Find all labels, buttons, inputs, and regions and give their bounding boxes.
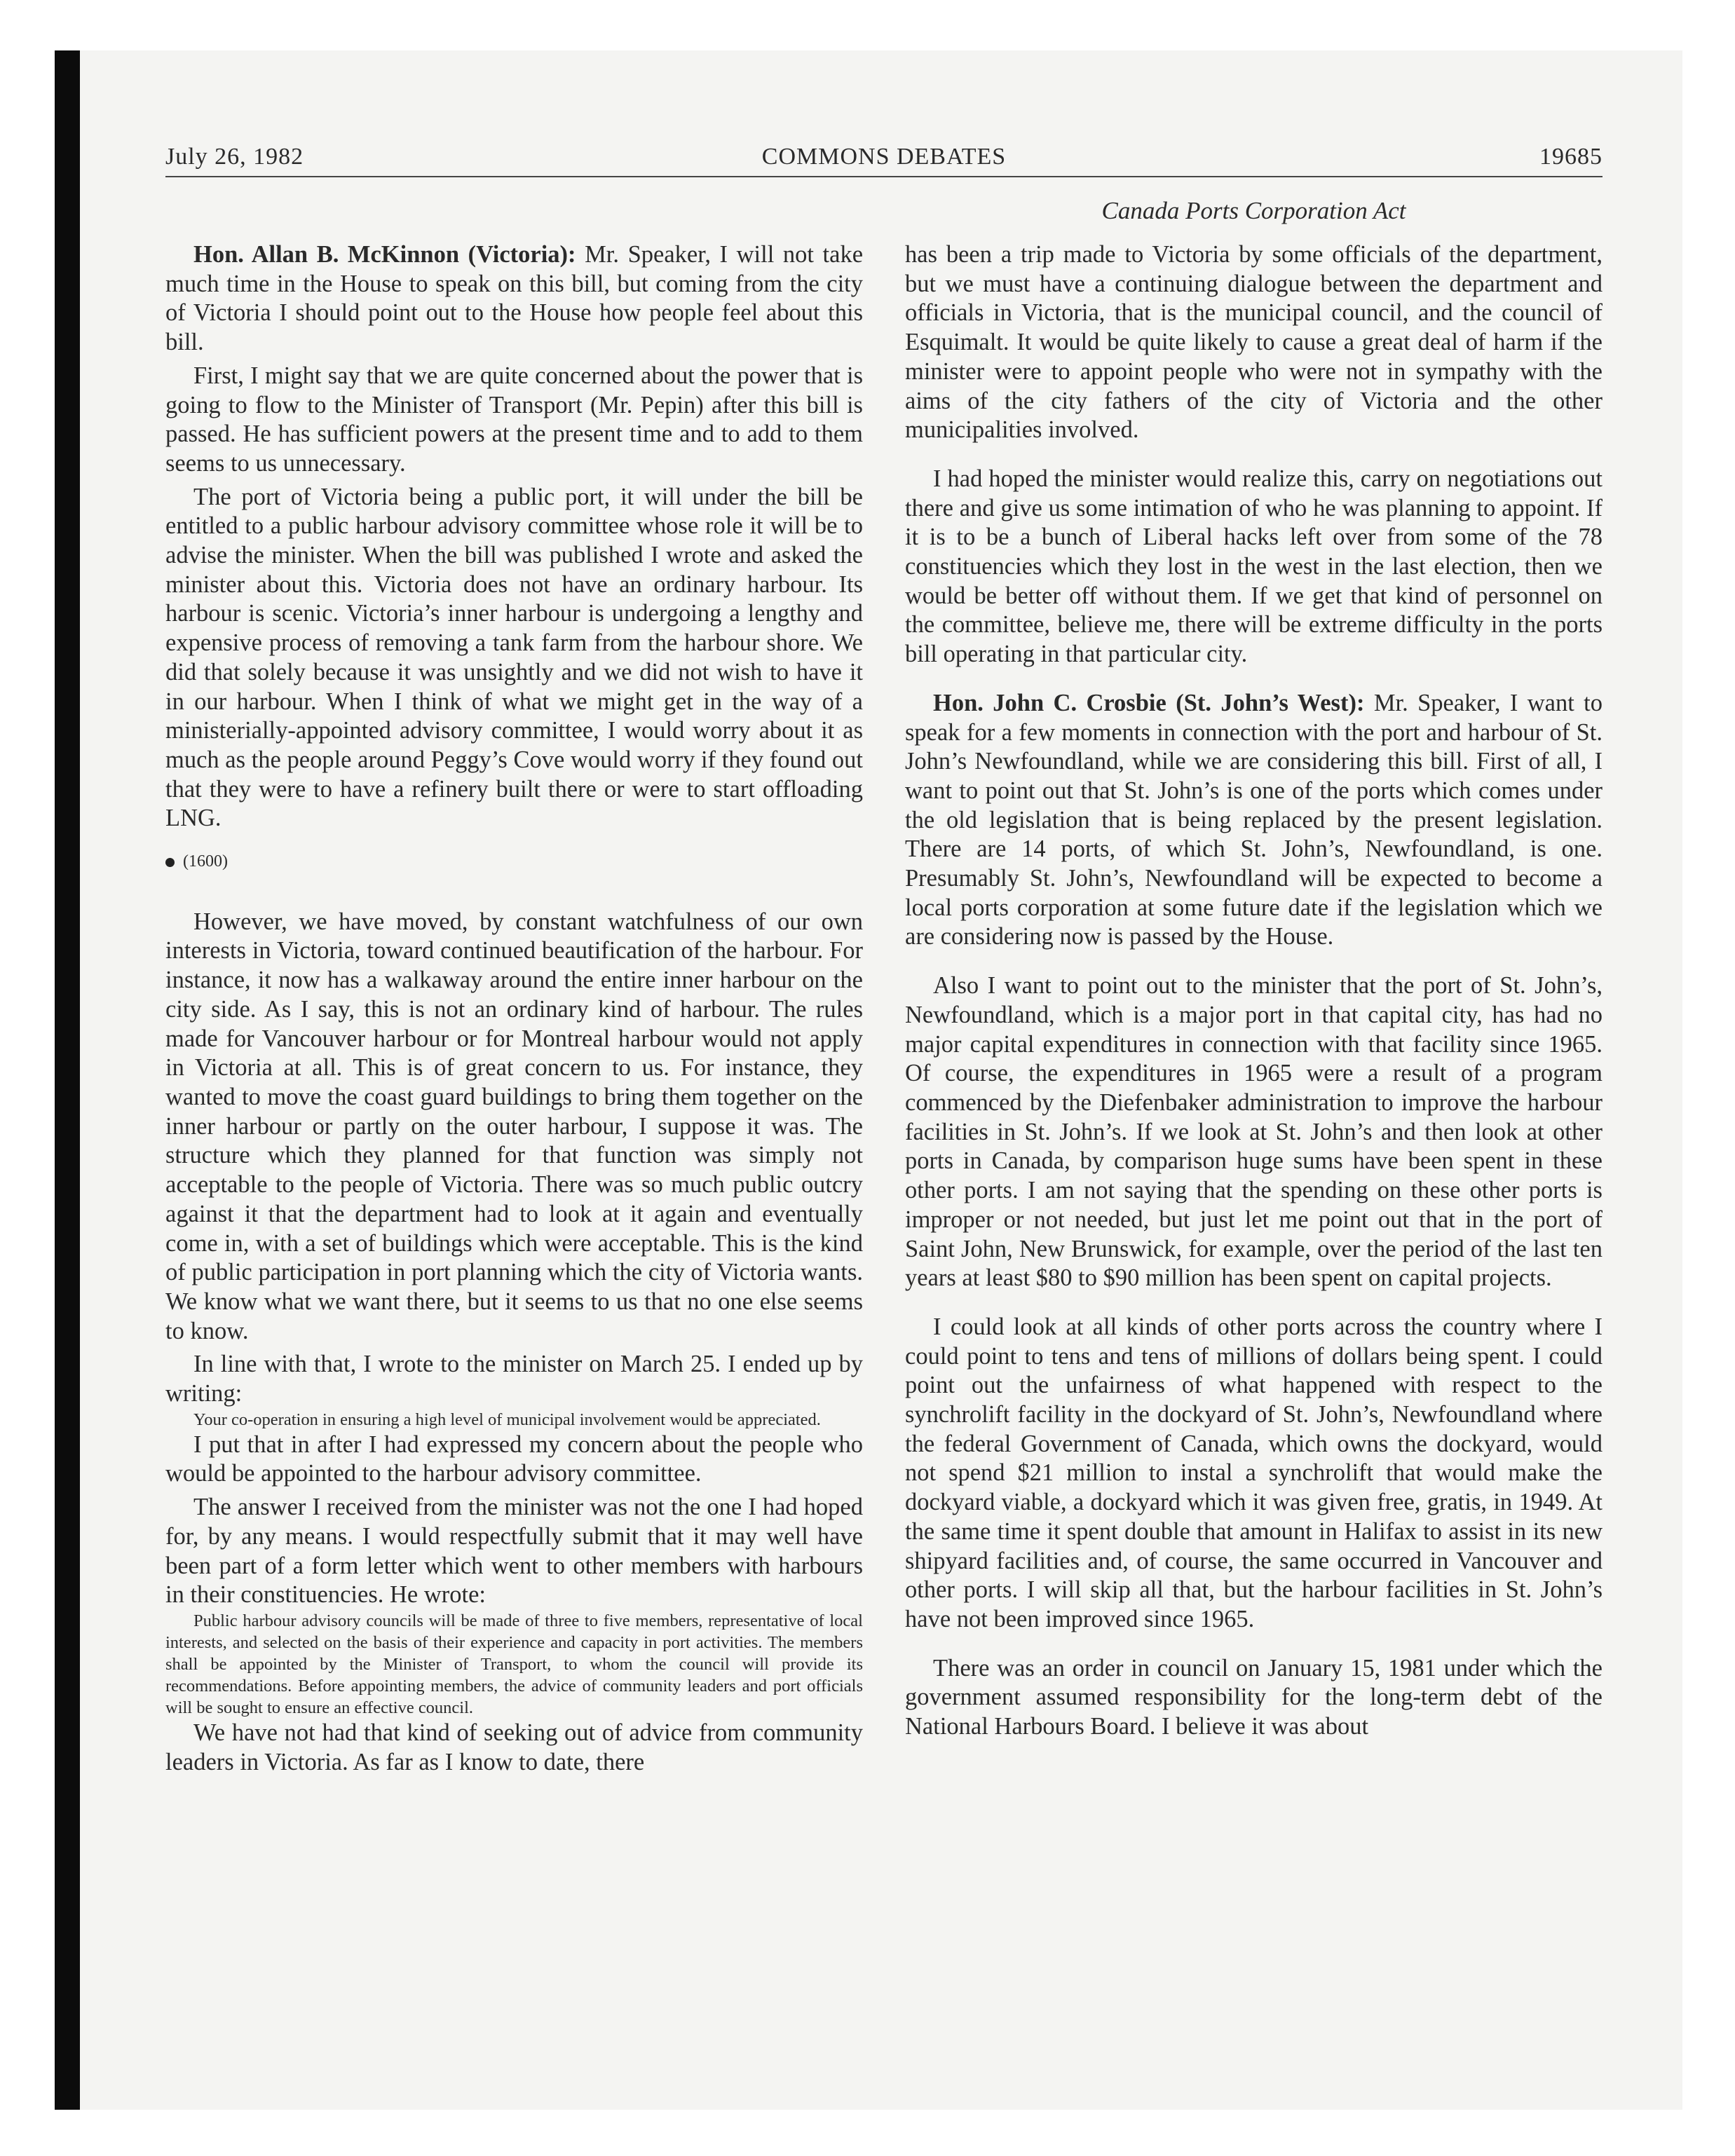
paragraph: The answer I received from the minister was not the one I had hoped for, by any means. I would respectfully submit that it may well have been part of a form letter which went to other members with harbours in their constituencies. He wrote: <box>165 1494 863 1609</box>
left-column <box>165 240 863 1777</box>
time-marker <box>165 847 863 877</box>
document-page <box>165 144 1603 1775</box>
paragraph: We have not had that kind of seeking out of advice from community leaders in Victoria. As far as I know to date, there <box>165 1719 863 1775</box>
paragraph: I had hoped the minister would realize this, carry on negotiations out there and give us some intimation of who he was planning to appoint. If it is to be a bunch of Liberal hacks left over from some of the 78 constituencies which they lost in the west in the last election, then we would be better off without them. If we get that kind of personnel on the committee, believe me, there will be extreme difficulty in the ports bill operating in that particular city. <box>905 465 1603 668</box>
speaker-name: Hon. Allan B. McKinnon (Victoria): <box>193 241 576 268</box>
bullet-icon <box>165 858 175 867</box>
section-title: Canada Ports Corporation Act <box>1101 197 1406 224</box>
header-title: COMMONS DEBATES <box>761 144 1007 170</box>
paragraph: I put that in after I had expressed my concern about the people who would be appointed to the harbour advisory committee. <box>165 1431 863 1487</box>
scan-edge-bar <box>55 50 80 2110</box>
page-number: 19685 <box>1539 144 1603 170</box>
paragraph: Also I want to point out to the minister that the port of St. John’s, Newfoundland, which is a major port in that capital city, has had no major capital expenditures in connection with that facility since 1965. Of course, the expenditures in 1965 were a result of a program commenced by the Diefenbaker administration to improve the harbour facilities in St. John’s. If we look at St. John’s and then look at other ports in Canada, by comparison huge sums have been spent in these other ports. I am not saying that the spending on these other ports is improper or not needed, but just let me point out that in the port of Saint John, New Brunswick, for example, over the period of the last ten years at least $80 to $90 million has been spent on capital projects. <box>905 972 1603 1292</box>
paragraph: First, I might say that we are quite concerned about the power that is going to flow to the Minister of Transport (Mr. Pepin) after this bill is passed. He has sufficient powers at the present time and to add to them seems to us unnecessary. <box>165 362 863 477</box>
paragraph-text: Mr. Speaker, I want to speak for a few moments in connection with the port and harbour of St. John’s Newfoundland, while we are considering this bill. First of all, I want to point out that St. John’s is one of the ports which comes under the old legislation that is being replaced by the present legislation. There are 14 ports, of which St. John’s, Newfoundland, is one. Presumably St. John’s, Newfoundland will be expected to become a local ports corporation at some future date if the legislation which we are considering now is passed by the House. <box>905 689 1603 950</box>
paragraph: However, we have moved, by constant watchfulness of our own interests in Victoria, toward continued beautification of the harbour. For instance, it now has a walkaway around the entire inner harbour on the city side. As I say, this is not an ordinary kind of harbour. The rules made for Vancouver harbour or for Montreal harbour would not apply in Victoria at all. This is of great concern to us. For instance, they wanted to move the coast guard buildings to bring them together on the inner harbour or partly on the outer harbour, I suppose it was. The structure which they planned for that function was simply not acceptable to the people of Victoria. There was so much public outcry against it that the department had to look at it again and eventually come in, with a set of buildings which were acceptable. This is the kind of public participation in port planning which the city of Victoria wants. We know what we want there, but it seems to us that no one else seems to know. <box>165 908 863 1344</box>
paragraph <box>165 240 863 357</box>
paragraph: The port of Victoria being a public port, it will under the bill be entitled to a public harbour advisory committee whose role it will be to advise the minister. When the bill was published I wrote and asked the minister about this. Victoria does not have an ordinary harbour. Its harbour is scenic. Victoria’s inner harbour is undergoing a lengthy and expensive process of removing a tank farm from the harbour shore. We did that solely because it was unsightly and we did not wish to have it in our harbour. When I think of what we might get in the way of a ministerially-appointed advisory committee, I would worry about it as much as the people around Peggy’s Cove would worry if they found out that they were to have a refinery built there or were to start offloading LNG. <box>165 483 863 832</box>
page-header <box>165 144 1603 177</box>
block-quote: Your co-operation in ensuring a high level of municipal involvement would be appreciated. <box>193 1410 821 1429</box>
paragraph: I could look at all kinds of other ports across the country where I could point to tens and tens of millions of dollars being spent. I could point out the unfairness of what happened with respect to the synchrolift facility in the dockyard of St. John’s, Newfoundland where the federal Government of Canada, which owns the dockyard, would not spend $21 million to instal a synchrolift that would make the dockyard viable, a dockyard which it was given free, gratis, in 1949. At the same time it spent double that amount in Halifax to assist in its new shipyard facilities and, of course, the same occurred in Vancouver and other ports. I will skip all that, but the harbour facilities in St. John’s have not been improved since 1965. <box>905 1313 1603 1632</box>
block-quote: Public harbour advisory councils will be made of three to five members, representative of local interests, and selected on the basis of their experience and capacity in port activities. The members shall be appointed by the Minister of Transport, to whom the council will provide its recommendations. Before appointing members, the advice of community leaders and port officials will be sought to ensure an effective council. <box>165 1611 863 1717</box>
paragraph: has been a trip made to Victoria by some officials of the department, but we must have a continuing dialogue between the department and officials in Victoria, that is the municipal council, and the council of Esquimalt. It would be quite likely to cause a great deal of harm if the minister were to appoint people who were not in sympathy with the aims of the city fathers of the city of Victoria and the other municipalities involved. <box>905 241 1603 444</box>
paragraph-text: Mr. Speaker, I will not take much time in the House to speak on this bill, but coming from the city of Victoria I should point out to the House how people feel about this bill. <box>165 241 864 356</box>
time-marker-text: (1600) <box>183 852 228 871</box>
paragraph <box>905 689 1603 952</box>
paragraph: In line with that, I wrote to the minister on March 25. I ended up by writing: <box>165 1351 863 1407</box>
paragraph: There was an order in council on January 15, 1981 under which the government assumed responsibility for the long-term debt of the National Harbours Board. I believe it was about <box>905 1654 1603 1740</box>
header-date: July 26, 1982 <box>165 144 304 170</box>
speaker-name: Hon. John C. Crosbie (St. John’s West): <box>933 689 1365 716</box>
right-column <box>905 240 1603 1742</box>
